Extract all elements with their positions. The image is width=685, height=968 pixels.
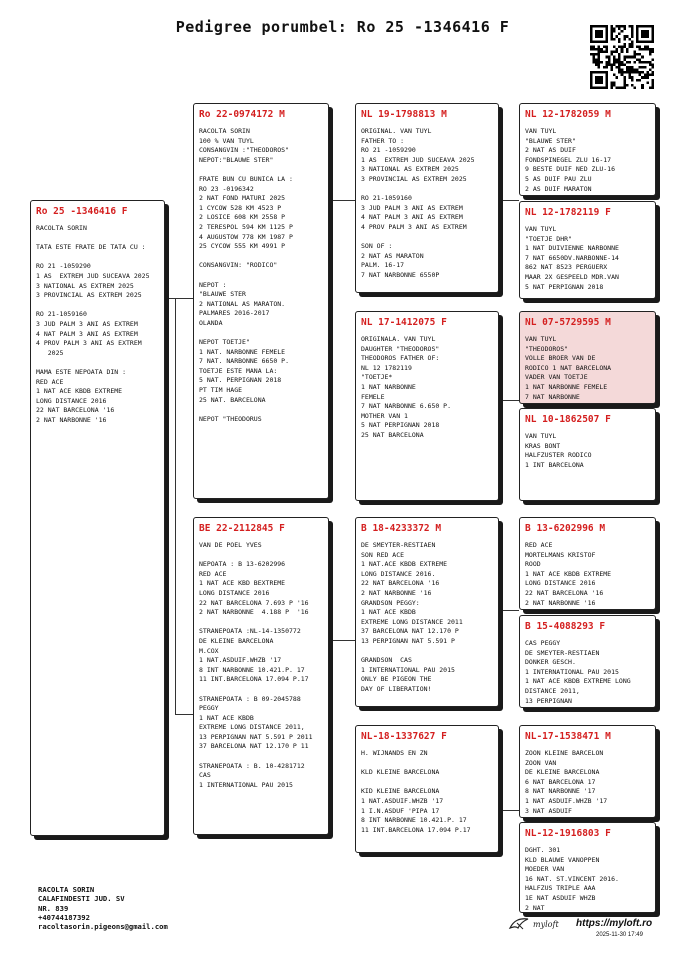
pigeon-notes: VAN TUYL "TOETJE DHR" 1 NAT DUIVIENNE NARBONNE 7 NAT 6650DV.NARBONNE-14 862 NAT 8523 PERGUERX MAAR 2X GESPEELD MDR.VAN 5 NAT PERPIGNAN 2018 xyxy=(525,225,619,291)
pigeon-notes: VAN DE POEL YVES NEPOATA : B 13-6202996 RED ACE 1 NAT ACE KBD BEXTREME LONG DISTANCE 2016 22 NAT BARCELONA 7.693 P '16 2 NAT NARBONNE 4.188 P '16 STRANEPOATA :NL-14-1350772 DE KLEINE BARCELONA M.COX 1 NAT.ASDUIF.WHZB '17 8 INT NARBONNE 10.421.P. 17 11 INT.BARCELONA 17.094 P.17 STRANEPOATA : B 09-2045788 PEGGY 1 NAT ACE KBDB EXTREME LONG DISTANCE 2011, 13 PERPIGNAN NAT 5.591 P 2011 37 BARCELONA NAT 12.170 P 11 STRANEPOATA : B. 10-4281712 CAS 1 INTERNATIONAL PAU 2015 xyxy=(199,541,313,789)
connector xyxy=(175,298,193,299)
owner-number: NR. 839 xyxy=(38,903,69,913)
page-title: Pedigree porumbel: Ro 25 -1346416 F xyxy=(175,18,510,36)
card-dam-sire xyxy=(355,517,499,707)
pigeon-notes: VAN TUYL "BLAUWE STER" 2 NAT AS DUIF FONDSPINEGEL ZLU 16-17 9 BESTE DUIF NED ZLU-16 5 AS DUIF PAU ZLU 2 AS DUIF MARATON xyxy=(525,127,616,193)
pigeon-notes: DE SMEYTER-RESTIAEN SON RED ACE 1 NAT.ACE KBDB EXTREME LONG DISTANCE 2016. 22 NAT BARCELONA '16 2 NAT NARBONNE '16 GRANDSON PEGGY: 1 NAT ACE KBDB EXTREME LONG DISTANCE 2011 37 BARCELONA NAT 12.170 P 13 PERPIGNAN NAT 5.591 P GRANDSON CAS 1 INTERNATIONAL PAU 2015 ONLY BE PIGEON THE DAY OF LIBERATION! xyxy=(361,541,463,693)
site-link[interactable]: https://myloft.ro xyxy=(576,918,653,929)
ring-number: B 18-4233372 M xyxy=(361,523,442,534)
card-dsd xyxy=(519,615,656,708)
ring-number: NL 12-1782119 F xyxy=(525,207,611,218)
pigeon-notes: ORIGINALA. VAN TUYL DAUGHTER "THEODOROS" THEODOROS FATHER OF: NL 12 1782119 "TOETJE* 1 NAT NARBONNE FEMELE 7 NAT NARBONNE 6.650 P. MOTHER VAN 1 5 NAT PERPIGNAN 2018 25 NAT BARCELONA xyxy=(361,335,452,439)
connector xyxy=(175,298,176,714)
ring-number: NL-17-1538471 M xyxy=(525,731,611,742)
connector xyxy=(175,714,193,715)
card-sire-dam xyxy=(355,311,499,501)
connector xyxy=(499,200,519,201)
ring-number: NL 07-5729595 M xyxy=(525,317,611,328)
card-dss xyxy=(519,517,656,610)
owner-email: racoltasorin.pigeons@gmail.com xyxy=(38,922,168,932)
ring-number: NL-12-1916803 F xyxy=(525,828,611,839)
card-dam-dam xyxy=(355,725,499,853)
owner-locality: CALAFINDESTI JUD. SV xyxy=(38,894,125,904)
card-ssd xyxy=(519,201,656,299)
ring-number: B 15-4088293 F xyxy=(525,621,606,632)
owner-phone: +40744187392 xyxy=(38,912,90,922)
ring-number: B 13-6202996 M xyxy=(525,523,606,534)
ring-number: NL 12-1782059 M xyxy=(525,109,611,120)
connector xyxy=(499,610,519,611)
connector xyxy=(329,200,355,201)
card-sss xyxy=(519,103,656,196)
qr-code xyxy=(590,25,654,89)
card-sire-sire xyxy=(355,103,499,293)
connector xyxy=(499,810,519,811)
ring-number: NL 17-1412075 F xyxy=(361,317,447,328)
ring-number: NL-18-1337627 F xyxy=(361,731,447,742)
owner-name: RACOLTA SORIN xyxy=(38,885,95,894)
card-pigeon xyxy=(30,200,165,836)
connector xyxy=(329,640,355,641)
pigeon-notes: H. WIJNANDS EN ZN KLD KLEINE BARCELONA KID KLEINE BARCELONA 1 NAT.ASDUIF.WHZB '17 1 I.N.ASDUF 'PIPA 17 8 INT NARBONNE 10.421.P. 17 11 INT.BARCELONA 17.094 P.17 xyxy=(361,749,471,834)
pigeon-notes: RACOLTA SORIN 100 % VAN TUYL CONSANGVIN :"THEODOROS" NEPOT:"BLAUWE STER" FRATE BUN CU BUNICA LA : RO 23 -0196342 2 NAT FOND MATURI 2025 1 CYCOW 528 KM 4523 P 2 LOSICE 608 KM 2558 P 2 TERESPOL 594 KM 1125 P 4 AUGUSTOW 778 KM 1987 P 25 CYCOW 555 KM 4991 P CONSANGVIN: "RODICO" NEPOT : "BLAUWE STER 2 NATIONAL AS MARATON. PALMARES 2016-2017 OLANDA NEPOT TOETJE" 1 NAT. NARBONNE FEMELE 7 NAT. NARBONNE 6650 P. TOETJE ESTE MANA LA: 5 NAT. PERPIGNAN 2018 PT TIM HAGE 25 NAT. BARCELONA NEPOT "THEODORUS xyxy=(199,127,293,423)
ring-number: NL 19-1798813 M xyxy=(361,109,447,120)
pigeon-notes: RACOLTA SORIN TATA ESTE FRATE DE TATA CU : RO 21 -1059290 1 AS EXTREM JUD SUCEAVA 2025 3 NATIONAL AS EXTREM 2025 3 PROVINCIAL AS EXTREM 2025 RO 21-1059160 3 JUD PALM 3 ANI AS EXTREM 4 NAT PALM 3 ANI AS EXTREM 4 PROV PALM 3 ANI AS EXTREM 2025 MAMA ESTE NEPOATA DIN : RED ACE 1 NAT ACE KBDB EXTREME LONG DISTANCE 2016 22 NAT BARCELONA '16 2 NAT NARBONNE '16 xyxy=(36,224,150,424)
pigeon-notes: ZOON KLEINE BARCELON ZOON VAN DE KLEINE BARCELONA 6 NAT BARCELONA 17 8 NAT NARBONNE '17 1 NAT ASDUIF.WHZB '17 3 NAT ASDUIF xyxy=(525,749,608,815)
card-sire xyxy=(193,103,329,499)
brand-name: myloft xyxy=(533,919,559,929)
print-date: 2025-11-30 17:49 xyxy=(596,932,643,938)
ring-number: NL 10-1862507 F xyxy=(525,414,611,425)
card-ddd xyxy=(519,822,656,913)
ring-number: BE 22-2112845 F xyxy=(199,523,285,534)
card-sds xyxy=(519,311,656,404)
card-dds xyxy=(519,725,656,818)
pigeon-notes: VAN TUYL KRAS BONT HALFZUSTER RODICO 1 INT BARCELONA xyxy=(525,432,592,469)
pigeon-icon xyxy=(508,916,530,932)
pigeon-notes: RED ACE MORTELMANS KRISTOF ROOD 1 NAT ACE KBDB EXTREME LONG DISTANCE 2016 22 NAT BARCELONA '16 2 NAT NARBONNE '16 xyxy=(525,541,612,607)
pigeon-notes: CAS PEGGY DE SMEYTER-RESTIAEN DONKER GESCH. 1 INTERNATIONAL PAU 2015 1 NAT ACE KBDB EXTREME LONG DISTANCE 2011, 13 PERPIGNAN xyxy=(525,639,631,705)
card-sdd xyxy=(519,408,656,501)
owner-contact xyxy=(38,885,168,931)
ring-number: Ro 25 -1346416 F xyxy=(36,206,128,217)
ring-number: Ro 22-0974172 M xyxy=(199,109,285,120)
card-dam xyxy=(193,517,329,835)
pigeon-notes: ORIGINAL. VAN TUYL FATHER TO : RO 21 -1059290 1 AS EXTREM JUD SUCEAVA 2025 3 NATIONAL AS EXTREM 2025 3 PROVINCIAL AS EXTREM 2025 RO 21-1059160 3 JUD PALM 3 ANI AS EXTREM 4 NAT PALM 3 ANI AS EXTREM 4 PROV PALM 3 ANI AS EXTREM SON OF : 2 NAT AS MARATON PALM. 16-17 7 NAT NARBONNE 6550P xyxy=(361,127,475,279)
connector xyxy=(499,400,519,401)
connector xyxy=(165,298,175,299)
pigeon-notes: DGHT. 301 KLD BLAUWE VANOPPEN MOEDER VAN 16 NAT. ST.VINCENT 2016. HALFZUS TRIPLE AAA 1E NAT ASDUIF WHZB 2 NAT xyxy=(525,846,619,912)
pigeon-notes: VAN TUYL "THEODOROS" VOLLE BROER VAN DE RODICO 1 NAT BARCELONA VADER VAN TOETJE 1 NAT NARBONNE FEMELE 7 NAT NARBONNE xyxy=(525,335,612,401)
brand-logo xyxy=(508,916,559,932)
